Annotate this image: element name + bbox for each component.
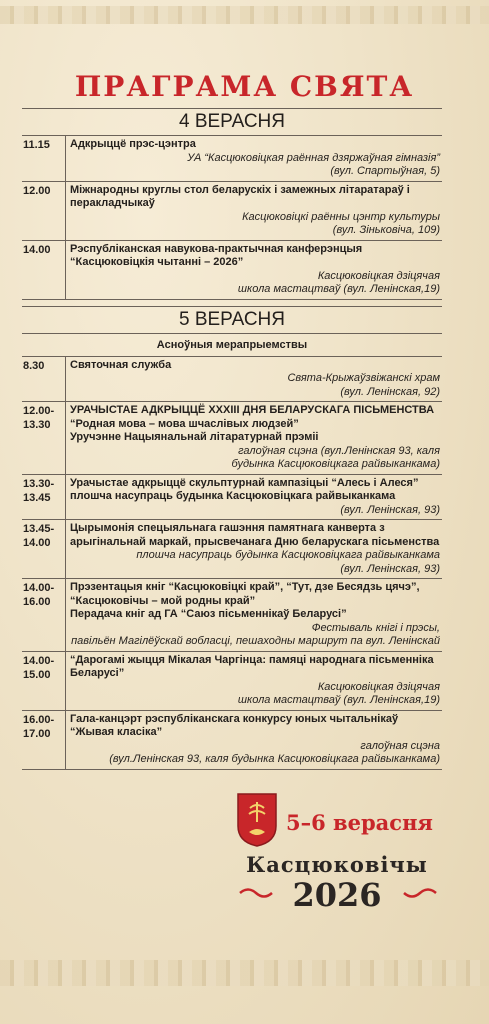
event-address: школа мастацтваў (вул. Ленінская,19) — [237, 694, 440, 706]
logo-year: 2026 — [292, 876, 382, 914]
event-title: Урачыстае адкрыццё скульптурнай кампазіцыі “Алесь і Алеся” плошча насупраць будынка Касцюковіцкага райвыканкама — [70, 476, 419, 502]
event-time: 11.15 — [22, 136, 66, 181]
event-details — [66, 711, 442, 769]
schedule-row — [22, 579, 442, 652]
event-time: 12.00- 13.30 — [22, 402, 66, 474]
event-title: Гала-канцэрт рэспубліканскага конкурсу юных чытальнікаў “Жывая класіка” — [70, 712, 399, 738]
schedule-row — [22, 136, 442, 182]
event-time: 14.00- 15.00 — [22, 652, 66, 710]
right-flourish-icon — [402, 886, 438, 900]
event-time: 12.00 — [22, 182, 66, 240]
event-address: павільён Магілёўскай вобласці, пешаходны маршрут па вул. Ленінскай — [71, 635, 440, 647]
event-title-secondary: Уручэнне Нацыянальнай літаратурнай прэміі — [70, 431, 319, 443]
event-place: Касцюковіцкая дзіцячая — [317, 680, 440, 693]
event-title-secondary: Перадача кніг ад ГА “Саюз пісьменнікаў Беларусі” — [70, 608, 347, 620]
event-address: (вул. Ленінская, 93) — [340, 503, 440, 516]
event-place: галоўная сцэна — [360, 739, 440, 752]
event-place: Касцюковіцкая дзіцячая — [317, 269, 440, 282]
logo-city: Касцюковічы — [246, 852, 428, 877]
event-address: школа мастацтваў (вул. Ленінская,19) — [237, 283, 440, 295]
event-place: плошча насупраць будынка Касцюковіцкага райвыканкама — [136, 549, 440, 561]
festival-logo — [230, 792, 454, 922]
event-address: (вул. Ленінская, 92) — [340, 385, 440, 398]
schedule-row — [22, 711, 442, 770]
event-title: Святочная служба — [70, 358, 172, 371]
event-place: Свята-Крыжаўзвіжанскі храм — [287, 372, 440, 384]
page-title: ПРАГРАМА СВЯТА — [74, 70, 415, 103]
event-place: галоўная сцэна (вул.Ленінская 93, каля — [238, 444, 440, 457]
event-address: (вул. Зіньковіча, 109) — [332, 224, 440, 236]
event-place: УА “Касцюковіцкая раённая дзяржаўная гімназія” — [187, 151, 440, 164]
event-details — [66, 241, 442, 299]
coat-of-arms-icon — [236, 792, 278, 848]
event-details — [66, 652, 442, 710]
schedule-row — [22, 520, 442, 579]
event-place: Фестываль кнігі і прэсы, — [311, 621, 440, 634]
schedule-row — [22, 241, 442, 300]
event-title: УРАЧЫСТАЕ АДКРЫЦЦЁ XXXIII ДНЯ БЕЛАРУСКАГА ПІСЬМЕНСТВА “Родная мова – мова шчаслівых людзей” — [70, 404, 435, 430]
section-gap — [22, 300, 442, 307]
event-address: (вул. Ленінская, 93) — [340, 562, 440, 575]
schedule-row — [22, 402, 442, 475]
event-details — [66, 402, 442, 474]
event-details — [66, 520, 442, 578]
day1-rows — [22, 136, 442, 300]
event-details — [66, 579, 442, 651]
schedule-row — [22, 357, 442, 403]
event-title: Адкрыццё прэс-цэнтра — [70, 138, 196, 150]
event-details — [66, 136, 442, 181]
logo-dates: 5–6 верасня — [286, 810, 433, 835]
day2-rows — [22, 357, 442, 770]
event-place: Касцюковіцкі раённы цэнтр культуры — [242, 210, 440, 223]
day2-heading: 5 ВЕРАСНЯ — [22, 307, 442, 334]
schedule-table — [22, 108, 442, 770]
event-address: (вул. Спартыўная, 5) — [330, 165, 440, 177]
bottom-ornament-band — [0, 960, 489, 986]
schedule-row — [22, 652, 442, 711]
event-address: (вул.Ленінская 93, каля будынка Касцюковіцкага райвыканкама) — [109, 753, 440, 765]
day2-subtitle: Асноўныя мерапрыемствы — [22, 334, 442, 357]
day1-heading: 4 ВЕРАСНЯ — [22, 108, 442, 136]
event-details — [66, 475, 442, 520]
top-ornament-band — [0, 6, 489, 24]
event-time: 8.30 — [22, 357, 66, 402]
event-address: будынка Касцюковіцкага райвыканкама) — [231, 458, 440, 470]
schedule-row — [22, 182, 442, 241]
event-time: 16.00- 17.00 — [22, 711, 66, 769]
event-title: Прэзентацыя кніг “Касцюковіцкі край”, “Тут, дзе Бесядзь цячэ”, “Касцюковічы – мой родны край” — [70, 581, 420, 607]
event-details — [66, 182, 442, 240]
event-time: 14.00- 16.00 — [22, 579, 66, 651]
event-time: 13.45- 14.00 — [22, 520, 66, 578]
event-title: Міжнародны круглы стол беларускіх і замежных літаратараў і перакладчыкаў — [70, 183, 410, 209]
event-title: Цырымонія спецыяльнага гашэння памятнага канверта з арыгінальнай маркай, прысвечанага Дню беларускага пісьменства — [70, 522, 440, 548]
schedule-row — [22, 475, 442, 521]
event-title: “Дарогамі жыцця Мікалая Чаргінца: памяці народнага пісьменніка Беларусі” — [70, 653, 434, 679]
event-title: Рэспубліканская навукова-практычная канферэнцыя “Касцюковіцкія чытанні – 2026” — [70, 242, 363, 268]
event-details — [66, 357, 442, 402]
event-time: 14.00 — [22, 241, 66, 299]
event-time: 13.30- 13.45 — [22, 475, 66, 520]
